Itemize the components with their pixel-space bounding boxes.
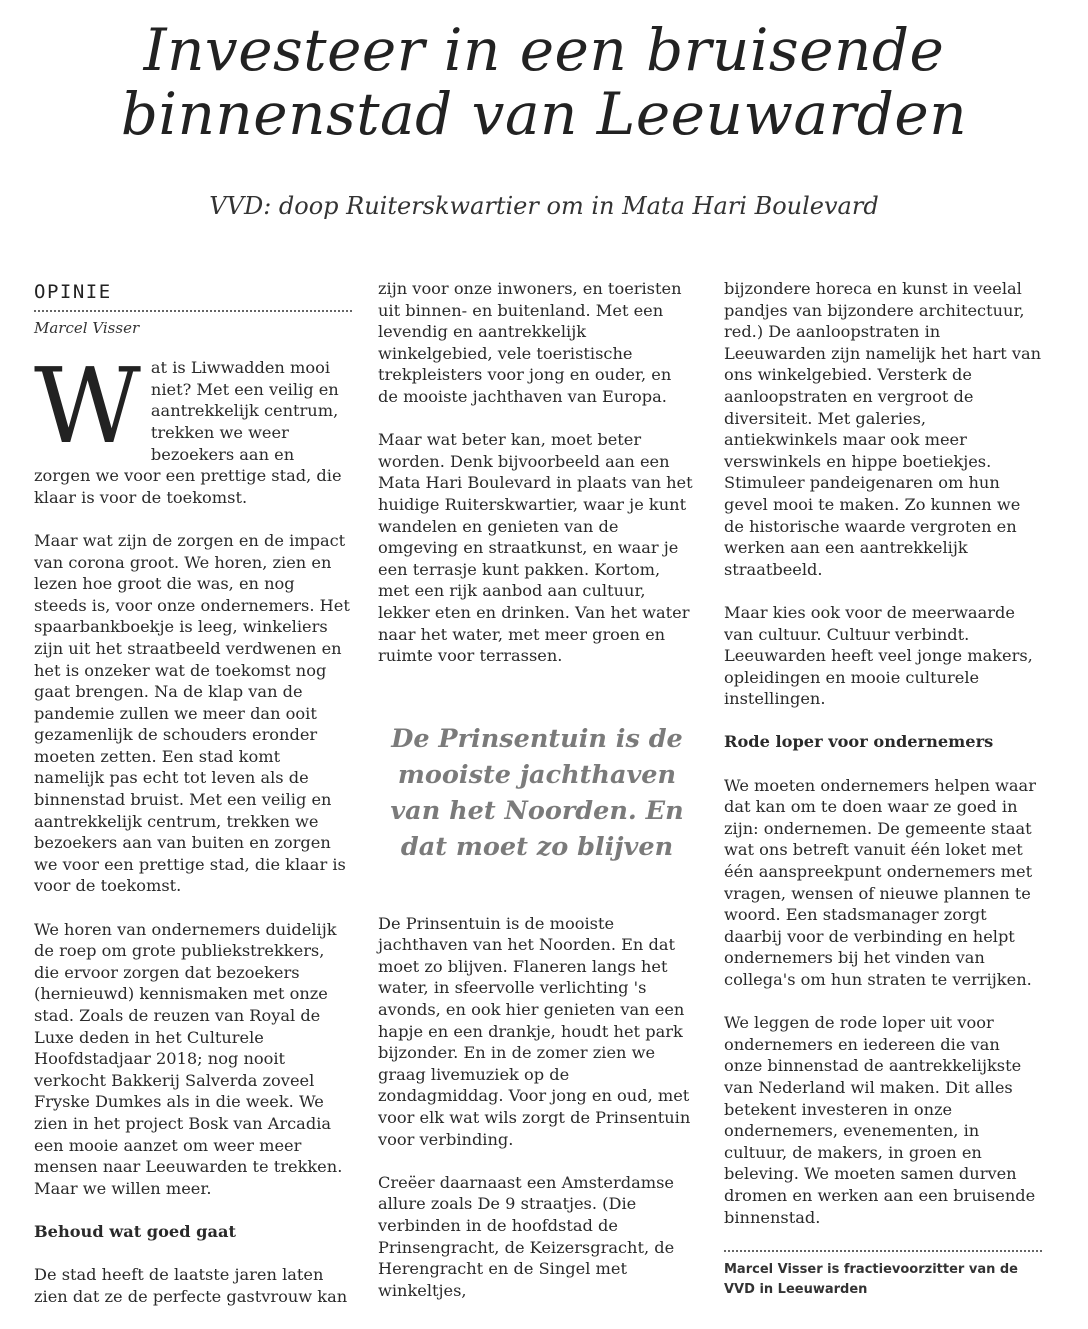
paragraph: Maar kies ook voor de meerwaarde van cultuur. Cultuur verbindt. Leeuwarden heeft veel jonge makers, opleidingen en mooie culturele instellingen. <box>724 602 1033 709</box>
author-note: Marcel Visser is fractievoorzitter van de VVD in Leeuwarden <box>724 1250 1042 1300</box>
drop-cap: W <box>34 345 141 468</box>
headline <box>0 18 1088 146</box>
paragraph: De Prinsentuin is de mooiste jachthaven van het Noorden. En dat moet zo blijven. Flaneren langs het water, in sfeervolle verlichting 's avonds, en ook hier genieten van een hapje en een drankje, houdt het park bijzonder. En in de zomer zien we graag livemuziek op de zondagmiddag. Voor jong en oud, met voor elk wat wils zorgt de Prinsentuin voor verbinding. <box>378 913 691 1149</box>
subheading: Rode loper voor ondernemers <box>724 732 994 752</box>
byline: Marcel Visser <box>34 318 140 337</box>
paragraph: We leggen de rode loper uit voor ondernemers en iedereen die van onze binnenstad de aantrekkelijkste van Nederland wil maken. Dit alles betekent investeren in onze ondernemers, evenementen, in cultuur, de makers, in groen en beleving. We moeten samen durven dromen en werken aan een bruisende binnenstad. <box>724 1013 1036 1227</box>
paragraph: zijn voor onze inwoners, en toeristen uit binnen- en buitenland. Met een levendig en aantrekkelijk winkelgebied, vele toeristische trekpleisters voor jong en ouder, en de mooiste jachthaven van Europa. <box>378 279 682 406</box>
paragraph: Maar wat zijn de zorgen en de impact van corona groot. We horen, zien en lezen hoe groot die was, en nog steeds is, voor onze ondernemers. Het spaarbankboekje is leeg, winkeliers zijn uit het straatbeeld verdwenen en het is onzeker wat de toekomst nog gaat brengen. Na de klap van de pandemie zullen we meer dan ooit gezamenlijk de schouders eronder moeten zetten. Een stad komt namelijk pas echt tot leven als de binnenstad bruist. Met een veilig en aantrekkelijk centrum, trekken we bezoekers aan van buiten en zorgen we voor een prettige stad, die klaar is voor de toekomst. <box>34 530 350 896</box>
column-3 <box>724 278 1042 1300</box>
paragraph-text: at is Liwwadden mooi niet? Met een veilig en aantrekkelijk centrum, trekken we weer bezoekers aan en zorgen we voor een prettige stad, die klaar is voor de toekomst. <box>34 358 342 507</box>
paragraph: bijzondere horeca en kunst in veelal pandjes van bijzondere architectuur, red.) De aanloopstraten in Leeuwarden zijn namelijk het hart van ons winkelgebied. Versterk de aanloopstraten en vergroot de diversiteit. Met galeries, antiekwinkels maar ook meer verswinkels en hippe boetiekjes. Stimuleer pandeigenaren om hun gevel mooi te maken. Zo kunnen we de historische waarde vergroten en werken aan een aantrekkelijk straatbeeld. <box>724 279 1042 579</box>
headline-line-2: binnenstad van Leeuwarden <box>120 80 968 148</box>
section-label: OPINIE <box>34 278 352 312</box>
headline-line-1: Investeer in een bruisende <box>143 16 945 84</box>
paragraph: Maar wat beter kan, moet beter worden. Denk bijvoorbeeld aan een Mata Hari Boulevard in plaats van het huidige Ruiterskwartier, waar je kunt wandelen en genieten van de omgeving en straatkunst, en waar je een terrasje kunt pakken. Kortom, met een rijk aanbod aan cultuur, lekker eten en drinken. Van het water naar het water, met meer groen en ruimte voor terrassen. <box>378 430 693 666</box>
subheadline: VVD: doop Ruiterskwartier om in Mata Hari Boulevard <box>209 192 879 220</box>
paragraph <box>34 345 352 508</box>
paragraph: De stad heeft de laatste jaren laten zien dat ze de perfecte gastvrouw kan <box>34 1265 348 1306</box>
subheading: Behoud wat goed gaat <box>34 1221 236 1241</box>
paragraph: We moeten ondernemers helpen waar dat kan om te doen waar ze goed in zijn: ondernemen. De gemeente staat wat ons betreft vanuit één loket met één aanspreekpunt ondernemers met vragen, wensen of nieuwe plannen te woord. Een stadsmanager zorgt daarbij voor de verbinding en helpt ondernemers bij het vinden van collega's om hun straten te verrijken. <box>724 775 1036 989</box>
column-2 <box>378 278 696 1323</box>
paragraph: We horen van ondernemers duidelijk de roep om grote publiekstrekkers, die ervoor zorgen dat bezoekers (hernieuwd) kennismaken met onze stad. Zoals de reuzen van Royal de Luxe deden in het Culturele Hoofdstadjaar 2018; nog nooit verkocht Bakkerij Salverda zoveel Fryske Dumkes als in die week. We zien in het project Bosk van Arcadia een mooie aanzet om weer meer mensen naar Leeuwarden te trekken. Maar we willen meer. <box>34 919 343 1198</box>
column-1 <box>34 278 352 1329</box>
paragraph: Creëer daarnaast een Amsterdamse allure zoals De 9 straatjes. (Die verbinden in de hoofdstad de Prinsengracht, de Keizersgracht, de Herengracht en de Singel met winkeltjes, <box>378 1172 675 1300</box>
pull-quote: De Prinsentuin is de mooiste jachthaven van het Noorden. En dat moet zo blijven <box>390 723 684 862</box>
